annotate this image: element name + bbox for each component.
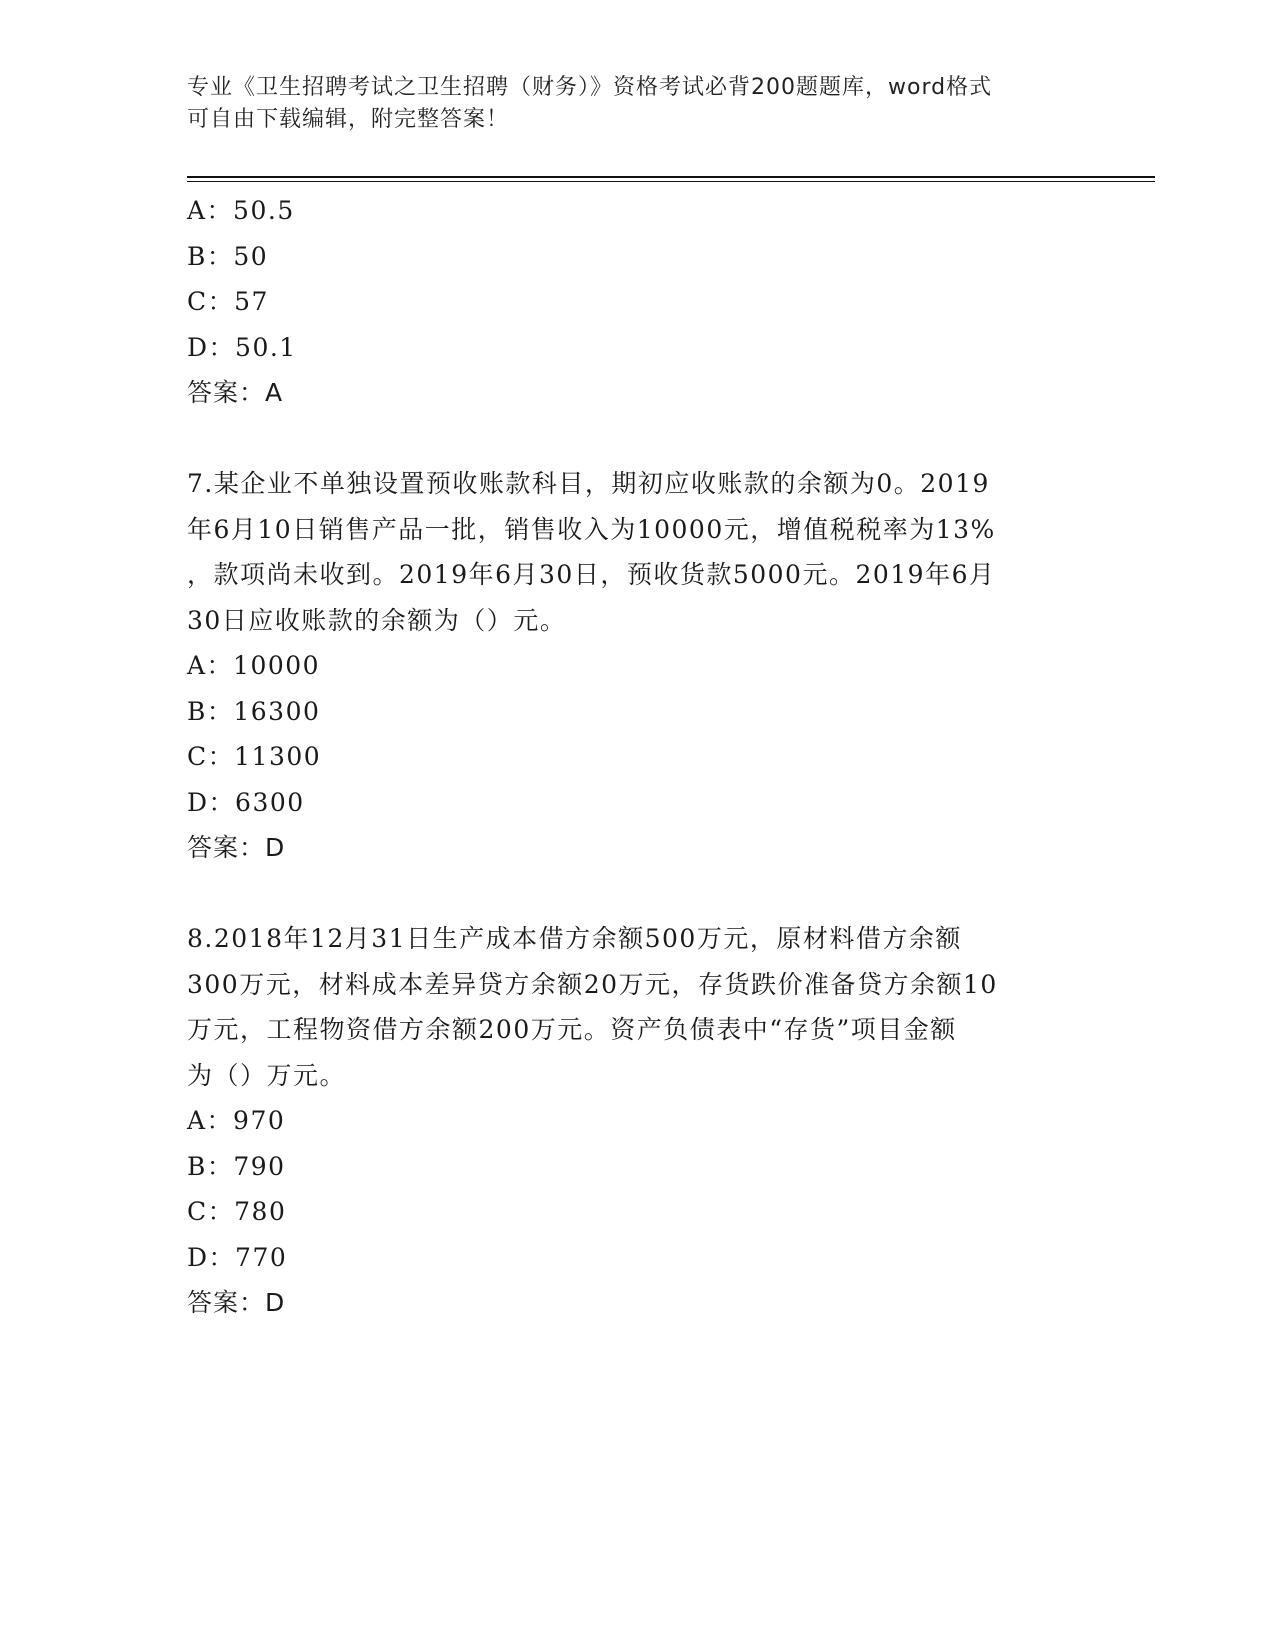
option-d: D：6300 [187, 787, 305, 817]
option-c: C：57 [187, 287, 269, 316]
option-b: B：50 [187, 241, 269, 271]
document-header [187, 72, 1087, 136]
question-text-line: ，款项尚未收到。2019年6月30日，预收货款5000元。2019年6月 [187, 560, 996, 589]
header-divider-thick [187, 176, 1155, 178]
header-title-line-2: 可自由下载编辑，附完整答案！ [187, 107, 510, 132]
question-text-line: 年6月10日销售产品一批，销售收入为10000元，增值税税率为13% [187, 514, 996, 544]
spacer [187, 416, 1087, 462]
option-c: C：11300 [187, 742, 322, 771]
question-block-prev [187, 188, 1087, 416]
header-divider-thin [187, 181, 1155, 182]
question-text-line: 8.2018年12月31日生产成本借方余额500万元，原材料借方余额 [187, 924, 962, 953]
document-body [187, 188, 1087, 1326]
header-title-line-1: 专业《卫生招聘考试之卫生招聘（财务）》资格考试必背200题题库，word格式 [187, 75, 993, 100]
answer-line: 答案：D [187, 1288, 286, 1317]
question-text-line: 为（）万元。 [187, 1060, 347, 1090]
question-text-line: 30日应收账款的余额为（）元。 [187, 605, 567, 635]
answer-line: 答案：A [187, 378, 284, 407]
option-a: A：50.5 [187, 196, 295, 225]
option-a: A：10000 [187, 651, 321, 680]
question-block-8 [187, 916, 1087, 1326]
question-text-line: 300万元，材料成本差异贷方余额20万元，存货跌价准备贷方余额10 [187, 969, 998, 999]
question-text-line: 万元，工程物资借方余额200万元。资产负债表中“存货”项目金额 [187, 1015, 957, 1044]
question-text-line: 7.某企业不单独设置预收账款科目，期初应收账款的余额为0。2019 [187, 469, 990, 498]
answer-line: 答案：D [187, 833, 286, 862]
option-d: D：770 [187, 1242, 288, 1272]
option-c: C：780 [187, 1197, 287, 1226]
option-b: B：16300 [187, 696, 321, 726]
question-block-7 [187, 461, 1087, 871]
option-b: B：790 [187, 1151, 286, 1181]
option-a: A：970 [187, 1106, 286, 1135]
option-d: D：50.1 [187, 332, 297, 362]
spacer [187, 871, 1087, 917]
